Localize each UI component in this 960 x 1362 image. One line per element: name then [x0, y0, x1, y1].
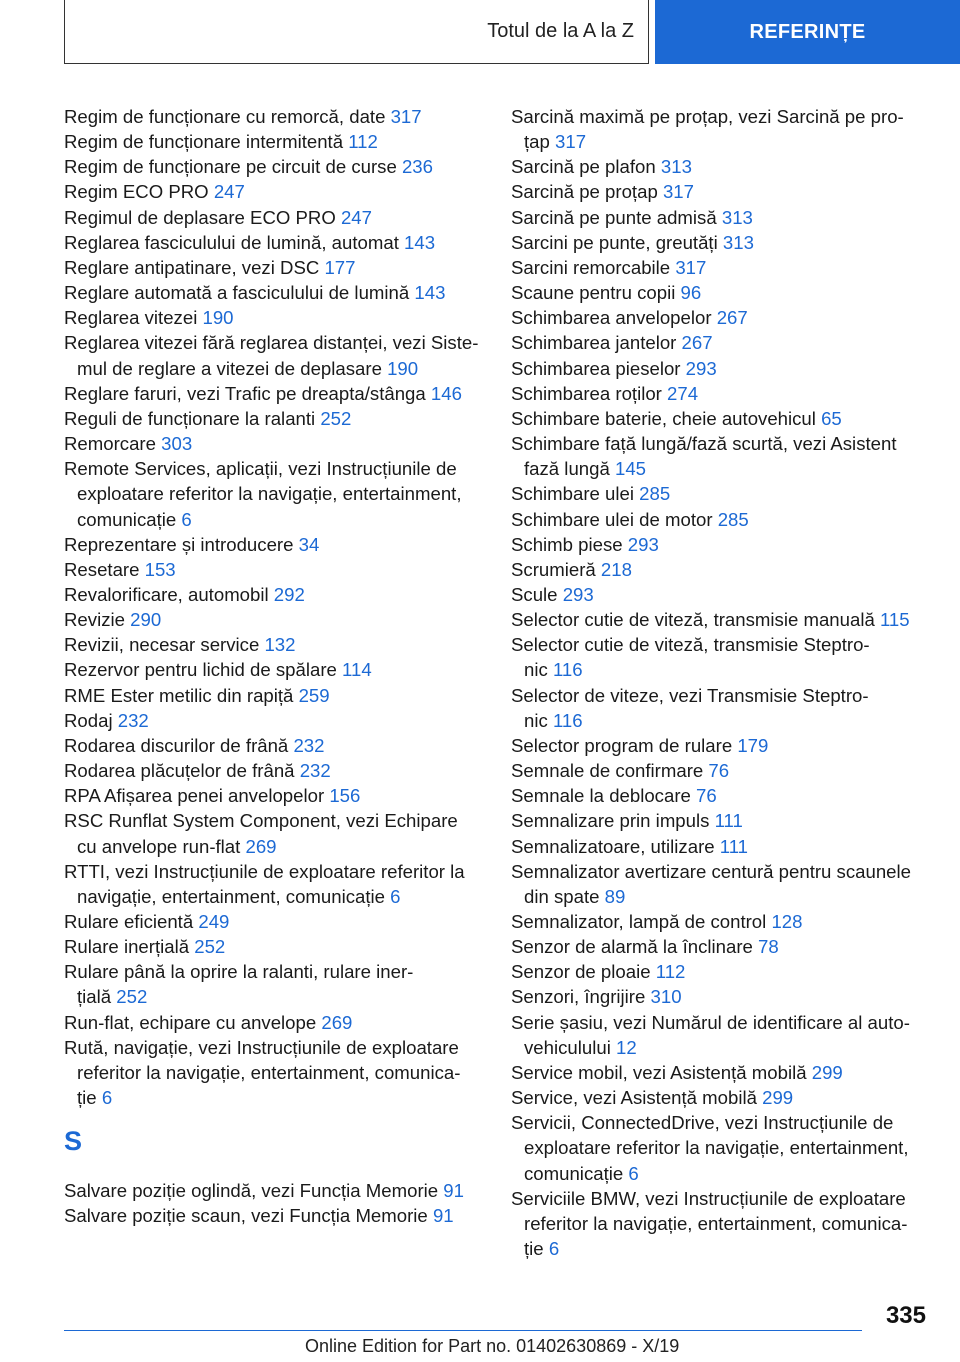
index-entry: [511, 179, 931, 204]
header-section-title: Totul de la A la Z: [487, 20, 634, 42]
index-entry-text: Semnale la deblocare: [511, 785, 697, 807]
page-reference-link[interactable]: 190: [387, 357, 419, 379]
page-reference-link[interactable]: 6: [548, 1238, 560, 1260]
index-entry-text: Schimbare ulei: [511, 483, 640, 505]
page-reference-link[interactable]: 317: [390, 106, 422, 127]
page-reference-link[interactable]: 91: [443, 1180, 464, 1202]
index-entry: [64, 758, 484, 783]
page-reference-link[interactable]: 236: [401, 156, 433, 178]
page-reference-link[interactable]: 34: [298, 533, 320, 555]
index-entry: [64, 255, 484, 280]
index-entry-text: fază lungă: [524, 458, 615, 480]
index-entry: [64, 909, 484, 934]
index-entry-text: Salvare poziție scaun, vezi Funcția Memorie: [64, 1205, 433, 1227]
page-reference-link[interactable]: 156: [329, 785, 361, 807]
page-reference-link[interactable]: 111: [719, 835, 749, 857]
index-entry: [511, 557, 931, 582]
index-entry-text: Selector de viteze, vezi Transmisie Steptro-: [511, 684, 869, 706]
index-entry-text: Senzor de ploaie: [511, 961, 656, 983]
index-entry-text: Selector cutie de viteză, transmisie Steptro-: [511, 634, 870, 656]
index-entry: [511, 532, 931, 557]
page-reference-link[interactable]: 310: [650, 986, 682, 1008]
index-entry-text: Reglare automată a fasciculului de lumină: [64, 282, 415, 304]
index-entry: [511, 154, 931, 179]
index-entry: [64, 582, 484, 607]
index-entry-text: comunicație: [524, 1162, 629, 1184]
index-column-right: [511, 104, 931, 1261]
index-entry: [511, 783, 931, 808]
index-entry-text: exploatare referitor la navigație, entertainment,: [77, 483, 462, 505]
index-entry-text: Semnalizatoare, utilizare: [511, 835, 720, 857]
index-entry: [64, 657, 484, 682]
index-entry-text: RTTI, vezi Instrucțiunile de exploatare referitor la: [64, 860, 465, 882]
page-reference-link[interactable]: 313: [660, 156, 692, 178]
page-reference-link[interactable]: 293: [562, 583, 594, 605]
index-entry: [511, 431, 931, 481]
index-entry-text: țap: [524, 131, 556, 153]
page-reference-link[interactable]: 112: [348, 131, 378, 153]
index-entry: [64, 431, 484, 456]
index-entry: [64, 406, 484, 431]
index-entry: [511, 205, 931, 230]
index-entry: [511, 834, 931, 859]
index-entry-text: Reglare faruri, vezi Trafic pe dreapta/stânga: [64, 382, 431, 404]
index-entry-text: Scaune pentru copii: [511, 282, 681, 304]
page-reference-link[interactable]: 267: [681, 332, 713, 354]
index-entry: [64, 1035, 484, 1110]
index-entry-text: Regim de funcționare pe circuit de curse: [64, 156, 402, 178]
index-entry-text: Schimbarea jantelor: [511, 332, 682, 354]
index-entry-text: Sarcini remorcabile: [511, 256, 676, 278]
index-entry: [511, 406, 931, 431]
index-entry: [511, 959, 931, 984]
index-entry-text: Schimbare ulei de motor: [511, 508, 718, 530]
page-reference-link[interactable]: 89: [604, 885, 626, 907]
page-reference-link[interactable]: 177: [324, 256, 356, 278]
page-reference-link[interactable]: 299: [811, 1061, 843, 1083]
index-entry: [511, 280, 931, 305]
index-entry-text: Semnalizare prin impuls: [511, 810, 715, 832]
index-entry-text: Servicii, ConnectedDrive, vezi Instrucțiunile de: [511, 1112, 894, 1134]
index-entry: [511, 330, 931, 355]
page-reference-link[interactable]: 274: [667, 382, 699, 404]
page-reference-link[interactable]: 116: [552, 659, 583, 681]
index-entry: [64, 1010, 484, 1035]
page-reference-link[interactable]: 292: [273, 583, 305, 605]
index-entry: [64, 179, 484, 204]
index-entry: [511, 909, 931, 934]
index-entry: [511, 1085, 931, 1110]
index-entry-text: Reglarea vitezei: [64, 307, 203, 329]
index-entry: [511, 381, 931, 406]
header-tab-label: REFERINȚE: [749, 20, 866, 43]
page-reference-link[interactable]: 317: [555, 131, 587, 153]
page-reference-link[interactable]: 303: [161, 433, 193, 455]
index-entry: [511, 733, 931, 758]
index-entry-text: exploatare referitor la navigație, entertainment,: [524, 1137, 909, 1159]
page-reference-link[interactable]: 116: [552, 709, 583, 731]
index-entry-text: Service mobil, vezi Asistență mobilă: [511, 1061, 812, 1083]
page-reference-link[interactable]: 293: [685, 357, 717, 379]
index-entry: [64, 280, 484, 305]
index-entry: [511, 984, 931, 1009]
footer-divider: [64, 1330, 862, 1331]
page-reference-link[interactable]: 249: [198, 911, 230, 932]
index-entry: [64, 808, 484, 858]
index-entry: [64, 104, 484, 129]
page-reference-link[interactable]: 6: [101, 1087, 113, 1109]
index-entry-text: Semnale de confirmare: [511, 760, 709, 782]
page-reference-link[interactable]: 252: [320, 407, 352, 429]
index-entry: [511, 481, 931, 506]
index-entry-text: Schimbarea pieselor: [511, 357, 686, 379]
index-entry-text: Remorcare: [64, 433, 162, 455]
index-entry-text: Resetare: [64, 558, 145, 580]
index-entry-text: ție: [77, 1087, 102, 1109]
index-entry-text: Salvare poziție oglindă, vezi Funcția Memorie: [64, 1180, 444, 1202]
index-entry-text: Revizii, necesar service: [64, 634, 265, 656]
index-entry-text: cu anvelope run-flat: [77, 835, 246, 857]
page-reference-link[interactable]: 317: [662, 181, 694, 203]
page-reference-link[interactable]: 269: [321, 1011, 353, 1033]
index-entry: [64, 305, 484, 330]
index-entry-text: Semnalizator avertizare centură pentru scaunele: [511, 860, 911, 882]
section-letter-heading: S: [64, 1126, 83, 1157]
index-entry-text: Rulare eficientă: [64, 911, 199, 932]
index-entry-text: RSC Runflat System Component, vezi Echipare: [64, 810, 458, 832]
page-reference-link[interactable]: 285: [717, 508, 749, 530]
index-entry: [511, 507, 931, 532]
page-reference-link[interactable]: 259: [298, 684, 330, 706]
index-entry: [64, 607, 484, 632]
index-entry: [64, 330, 484, 380]
index-entry: [64, 632, 484, 657]
page-reference-link[interactable]: 190: [202, 307, 234, 329]
index-entry-text: Regim ECO PRO: [64, 181, 214, 203]
page-reference-link[interactable]: 111: [714, 810, 743, 832]
index-column-left: [64, 104, 484, 1229]
page-reference-link[interactable]: 317: [675, 256, 707, 278]
index-entry-text: nic: [524, 709, 553, 731]
page-reference-link[interactable]: 285: [639, 483, 671, 505]
index-entry-text: navigație, entertainment, comunicație: [77, 885, 391, 907]
index-entry-text: comunicație: [77, 508, 182, 530]
page-reference-link[interactable]: 247: [340, 206, 372, 228]
index-entry-text: Senzori, îngrijire: [511, 986, 651, 1008]
index-entry: [64, 959, 484, 1009]
page-reference-link[interactable]: 78: [758, 936, 779, 958]
index-entry: [64, 708, 484, 733]
index-entry-text: Serie șasiu, vezi Numărul de identificare al auto-: [511, 1011, 910, 1033]
index-entry-text: Rodarea discurilor de frână: [64, 734, 294, 756]
index-entry: [64, 783, 484, 808]
index-entry: [64, 1203, 484, 1228]
page-reference-link[interactable]: 115: [879, 609, 910, 631]
index-entry: [511, 356, 931, 381]
index-entry-text: Rezervor pentru lichid de spălare: [64, 659, 343, 681]
page-number: 335: [885, 1302, 926, 1329]
page-reference-link[interactable]: 132: [264, 634, 296, 656]
index-entry-text: Revizie: [64, 609, 131, 631]
index-entry-text: Service, vezi Asistență mobilă: [511, 1087, 763, 1109]
index-entry-text: Schimbare față lungă/fază scurtă, vezi Asistent: [511, 433, 897, 455]
index-entry-text: nic: [524, 659, 553, 681]
index-entry-text: Selector cutie de viteză, transmisie manuală: [511, 609, 880, 631]
index-entry-text: RPA Afișarea penei anvelopelor: [64, 785, 330, 807]
page-reference-link[interactable]: 6: [390, 885, 401, 907]
index-entry-text: Rodarea plăcuțelor de frână: [64, 760, 300, 782]
page-reference-link[interactable]: 269: [245, 835, 277, 857]
index-entry-text: Sarcini pe punte, greutăți: [511, 231, 723, 253]
page-reference-link[interactable]: 252: [116, 986, 148, 1008]
index-entry-text: Schimbarea anvelopelor: [511, 307, 717, 329]
page-reference-link[interactable]: 76: [696, 785, 717, 807]
page-reference-link[interactable]: 6: [628, 1162, 639, 1184]
index-entry: [64, 859, 484, 909]
index-entry-text: Serviciile BMW, vezi Instrucțiunile de exploatare: [511, 1187, 906, 1209]
header-tab-referinte[interactable]: [655, 0, 960, 64]
index-entry: [64, 733, 484, 758]
index-entry-text: vehiculului: [524, 1036, 616, 1058]
page-reference-link[interactable]: 313: [721, 206, 753, 228]
index-entry: [511, 758, 931, 783]
page-reference-link[interactable]: 114: [342, 659, 372, 681]
index-entry-text: Run-flat, echipare cu anvelope: [64, 1011, 322, 1033]
page-reference-link[interactable]: 65: [821, 407, 842, 429]
page-reference-link[interactable]: 143: [414, 282, 446, 304]
index-entry: [64, 205, 484, 230]
index-entry-text: RME Ester metilic din rapiță: [64, 684, 299, 706]
page-reference-link[interactable]: 313: [722, 231, 754, 253]
index-entry: [511, 808, 931, 833]
index-entry: [511, 1110, 931, 1185]
page-reference-link[interactable]: 112: [655, 961, 686, 983]
index-entry: [64, 154, 484, 179]
page-reference-link[interactable]: 76: [708, 760, 730, 782]
index-entry-text: țială: [77, 986, 117, 1008]
index-entry-text: Sarcină pe proțap: [511, 181, 663, 203]
index-entry: [511, 1010, 931, 1060]
index-entry: [511, 607, 931, 632]
index-entry-text: Regim de funcționare cu remorcă, date: [64, 106, 391, 127]
page-reference-link[interactable]: 299: [762, 1087, 794, 1109]
index-entry-text: mul de reglare a vitezei de deplasare: [77, 357, 388, 379]
index-entry: [511, 683, 931, 733]
page-reference-link[interactable]: 218: [600, 558, 632, 580]
index-entry-text: Regim de funcționare intermitentă: [64, 131, 349, 153]
page-reference-link[interactable]: 12: [616, 1036, 637, 1058]
index-entry: [511, 104, 931, 154]
page-reference-link[interactable]: 252: [194, 936, 226, 958]
index-entry: [511, 934, 931, 959]
index-entry-text: Semnalizator, lampă de control: [511, 911, 772, 932]
index-entry-text: Remote Services, aplicații, vezi Instrucțiunile de: [64, 458, 457, 480]
page-reference-link[interactable]: 6: [181, 508, 192, 530]
page-reference-link[interactable]: 91: [432, 1205, 454, 1227]
index-entry-text: referitor la navigație, entertainment, comunica-: [524, 1212, 908, 1234]
index-entry: [64, 381, 484, 406]
header-section-box: [64, 0, 649, 64]
index-entry: [511, 305, 931, 330]
page-reference-link[interactable]: 290: [130, 609, 162, 631]
index-entry: [511, 632, 931, 682]
index-entry: [511, 582, 931, 607]
page-reference-link[interactable]: 145: [614, 458, 647, 480]
index-entry-text: Reglarea vitezei fără reglarea distanței, vezi Siste-: [64, 332, 479, 354]
index-entry-text: Sarcină pe punte admisă: [511, 206, 722, 228]
page-reference-link[interactable]: 293: [627, 533, 659, 555]
index-entry-text: Senzor de alarmă la înclinare: [511, 936, 759, 958]
page-reference-link[interactable]: 128: [771, 911, 803, 932]
index-entry: [64, 456, 484, 531]
index-entry-text: Reglarea fasciculului de lumină, automat: [64, 231, 405, 253]
index-entry-text: Rodaj: [64, 709, 118, 731]
index-entry-text: Selector program de rulare: [511, 734, 738, 756]
index-entry-text: Regimul de deplasare ECO PRO: [64, 206, 341, 228]
page-reference-link[interactable]: 247: [213, 181, 245, 203]
page-reference-link[interactable]: 146: [430, 382, 462, 404]
index-entry-text: Sarcină pe plafon: [511, 156, 661, 178]
index-entry: [64, 683, 484, 708]
page-reference-link[interactable]: 232: [299, 760, 331, 782]
index-entry-text: referitor la navigație, entertainment, comunica-: [77, 1061, 461, 1083]
index-entry: [511, 1186, 931, 1261]
index-entry: [64, 230, 484, 255]
index-entry: [511, 230, 931, 255]
index-entry-text: ție: [524, 1238, 549, 1260]
index-entry-text: din spate: [524, 885, 605, 907]
index-entry: [511, 1060, 931, 1085]
index-entry-text: Rulare inerțială: [64, 936, 195, 958]
page-reference-link[interactable]: 232: [117, 709, 149, 731]
index-entry-text: Reglare antipatinare, vezi DSC: [64, 256, 325, 278]
index-entry: [511, 859, 931, 909]
index-entry: [64, 557, 484, 582]
index-entry-text: Reprezentare și introducere: [64, 533, 299, 555]
index-entry-text: Sarcină maximă pe proțap, vezi Sarcină pe pro-: [511, 106, 904, 127]
index-entry: [64, 532, 484, 557]
index-entry-text: Rută, navigație, vezi Instrucțiunile de exploatare: [64, 1036, 459, 1058]
index-entry-text: Rulare până la oprire la ralanti, rulare iner-: [64, 961, 414, 983]
index-entry-text: Schimbare baterie, cheie autovehicul: [511, 407, 822, 429]
footer-edition-text: Online Edition for Part no. 01402630869 - X/19: [305, 1336, 680, 1356]
index-entry-text: Scrumieră: [511, 558, 601, 580]
index-entry-text: Schimbarea roților: [511, 382, 668, 404]
page-reference-link[interactable]: 267: [716, 307, 748, 329]
page-reference-link[interactable]: 96: [680, 282, 702, 304]
page-reference-link[interactable]: 232: [293, 734, 325, 756]
page-reference-link[interactable]: 153: [144, 558, 176, 580]
index-entry-text: Scule: [511, 583, 563, 605]
index-entry-text: Schimb piese: [511, 533, 628, 555]
index-entry-text: Revalorificare, automobil: [64, 583, 274, 605]
index-entry: [64, 1178, 484, 1203]
index-entry: [64, 934, 484, 959]
page-reference-link[interactable]: 143: [404, 231, 436, 253]
index-entry: [64, 129, 484, 154]
page-reference-link[interactable]: 179: [737, 734, 769, 756]
index-entry-text: Reguli de funcționare la ralanti: [64, 407, 321, 429]
index-entry: [511, 255, 931, 280]
